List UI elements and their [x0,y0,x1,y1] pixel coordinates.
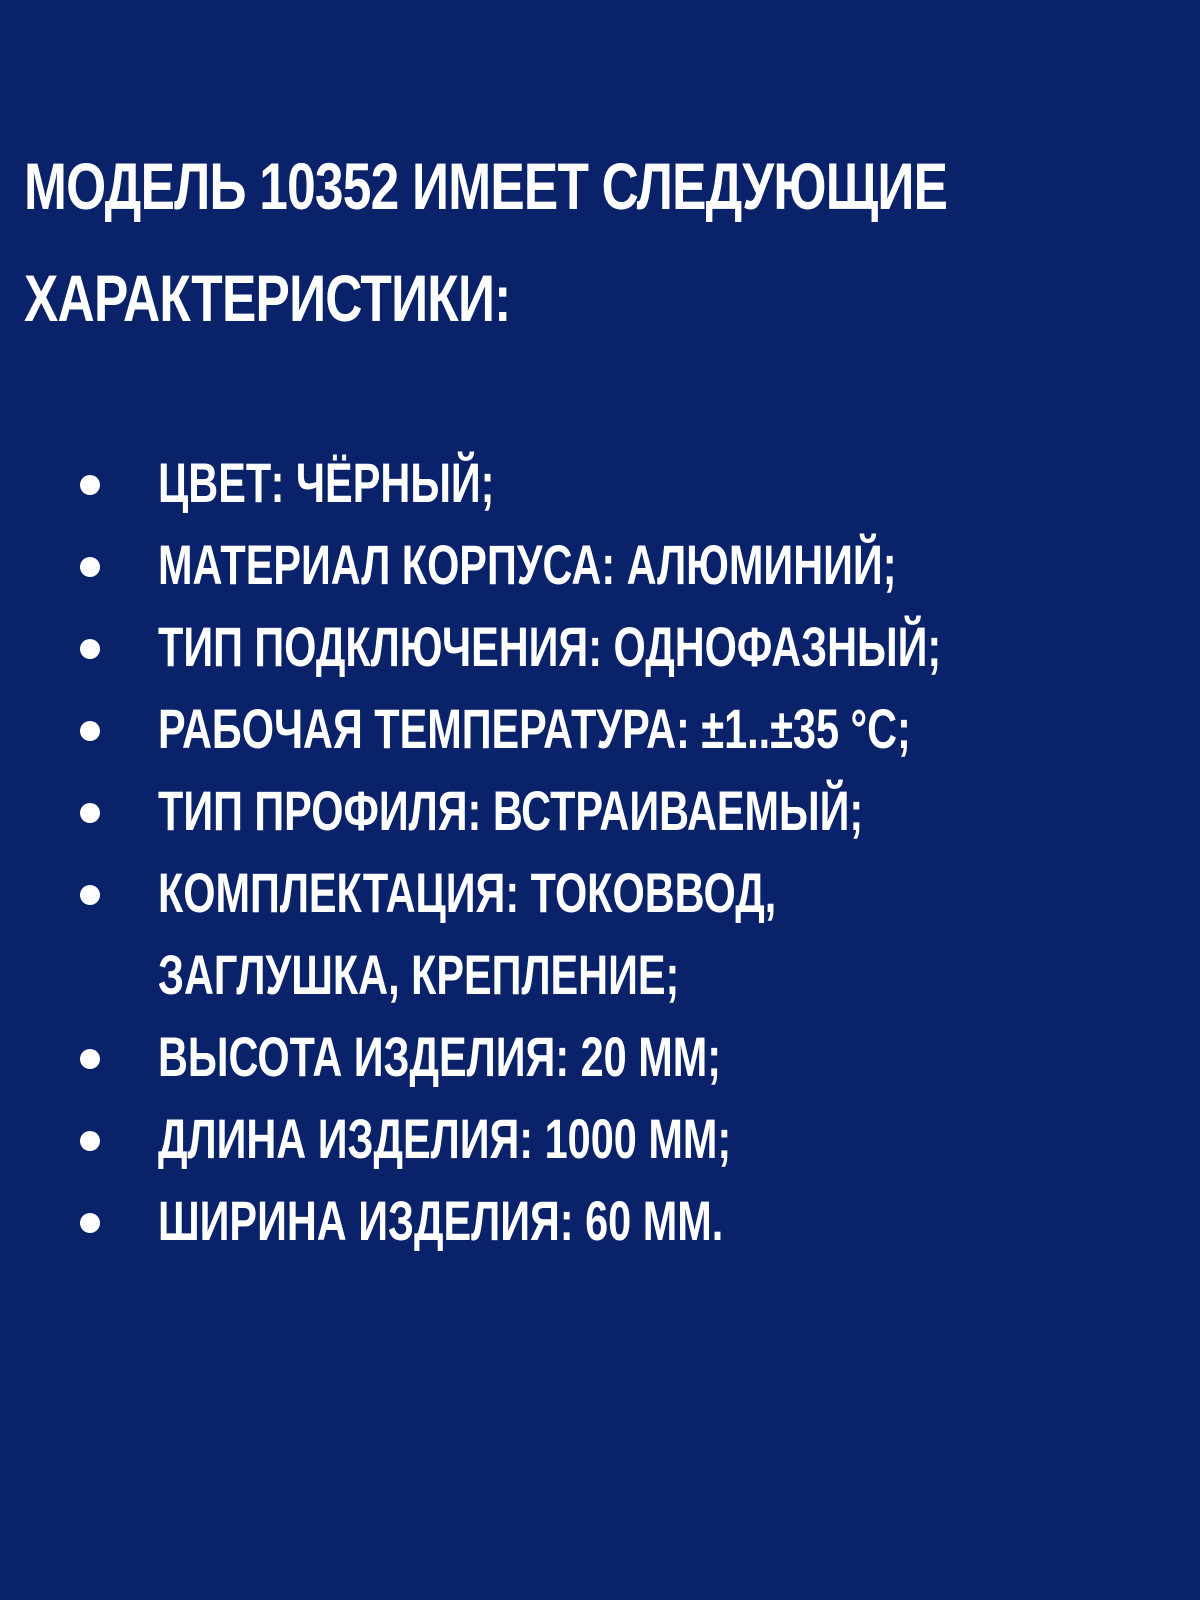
page-title [24,130,1180,354]
title-line-2: ХАРАКТЕРИСТИКИ: [24,261,511,335]
spec-text-continuation: ЗАГЛУШКА, КРЕПЛЕНИЕ; [158,943,680,1006]
spec-text: РАБОЧАЯ ТЕМПЕРАТУРА: ±1..±35 °C; [158,697,911,760]
list-item [24,606,1180,688]
list-item [24,852,1180,1016]
spec-text: ШИРИНА ИЗДЕЛИЯ: 60 ММ. [158,1189,724,1252]
list-item [24,1016,1180,1098]
list-item [24,442,1180,524]
bullet-icon [80,557,100,577]
spec-text: ТИП ПРОФИЛЯ: ВСТРАИВАЕМЫЙ; [158,779,864,842]
title-line-1: МОДЕЛЬ 10352 ИМЕЕТ СЛЕДУЮЩИЕ [24,149,948,223]
list-item [24,1180,1180,1262]
spec-list [24,442,1180,1262]
spec-text: КОМПЛЕКТАЦИЯ: ТОКОВВОД, [158,861,777,924]
spec-text: ЦВЕТ: ЧЁРНЫЙ; [158,451,495,514]
bullet-icon [80,721,100,741]
bullet-icon [80,1049,100,1069]
bullet-icon [80,639,100,659]
bullet-icon [80,1213,100,1233]
spec-text: ВЫСОТА ИЗДЕЛИЯ: 20 ММ; [158,1025,722,1088]
list-item [24,524,1180,606]
spec-text: МАТЕРИАЛ КОРПУСА: АЛЮМИНИЙ; [158,533,897,596]
list-item [24,1098,1180,1180]
bullet-icon [80,803,100,823]
spec-text: ТИП ПОДКЛЮЧЕНИЯ: ОДНОФАЗНЫЙ; [158,615,942,678]
spec-text: ДЛИНА ИЗДЕЛИЯ: 1000 ММ; [158,1107,732,1170]
bullet-icon [80,1131,100,1151]
bullet-icon [80,885,100,905]
bullet-icon [80,475,100,495]
list-item [24,770,1180,852]
list-item [24,688,1180,770]
